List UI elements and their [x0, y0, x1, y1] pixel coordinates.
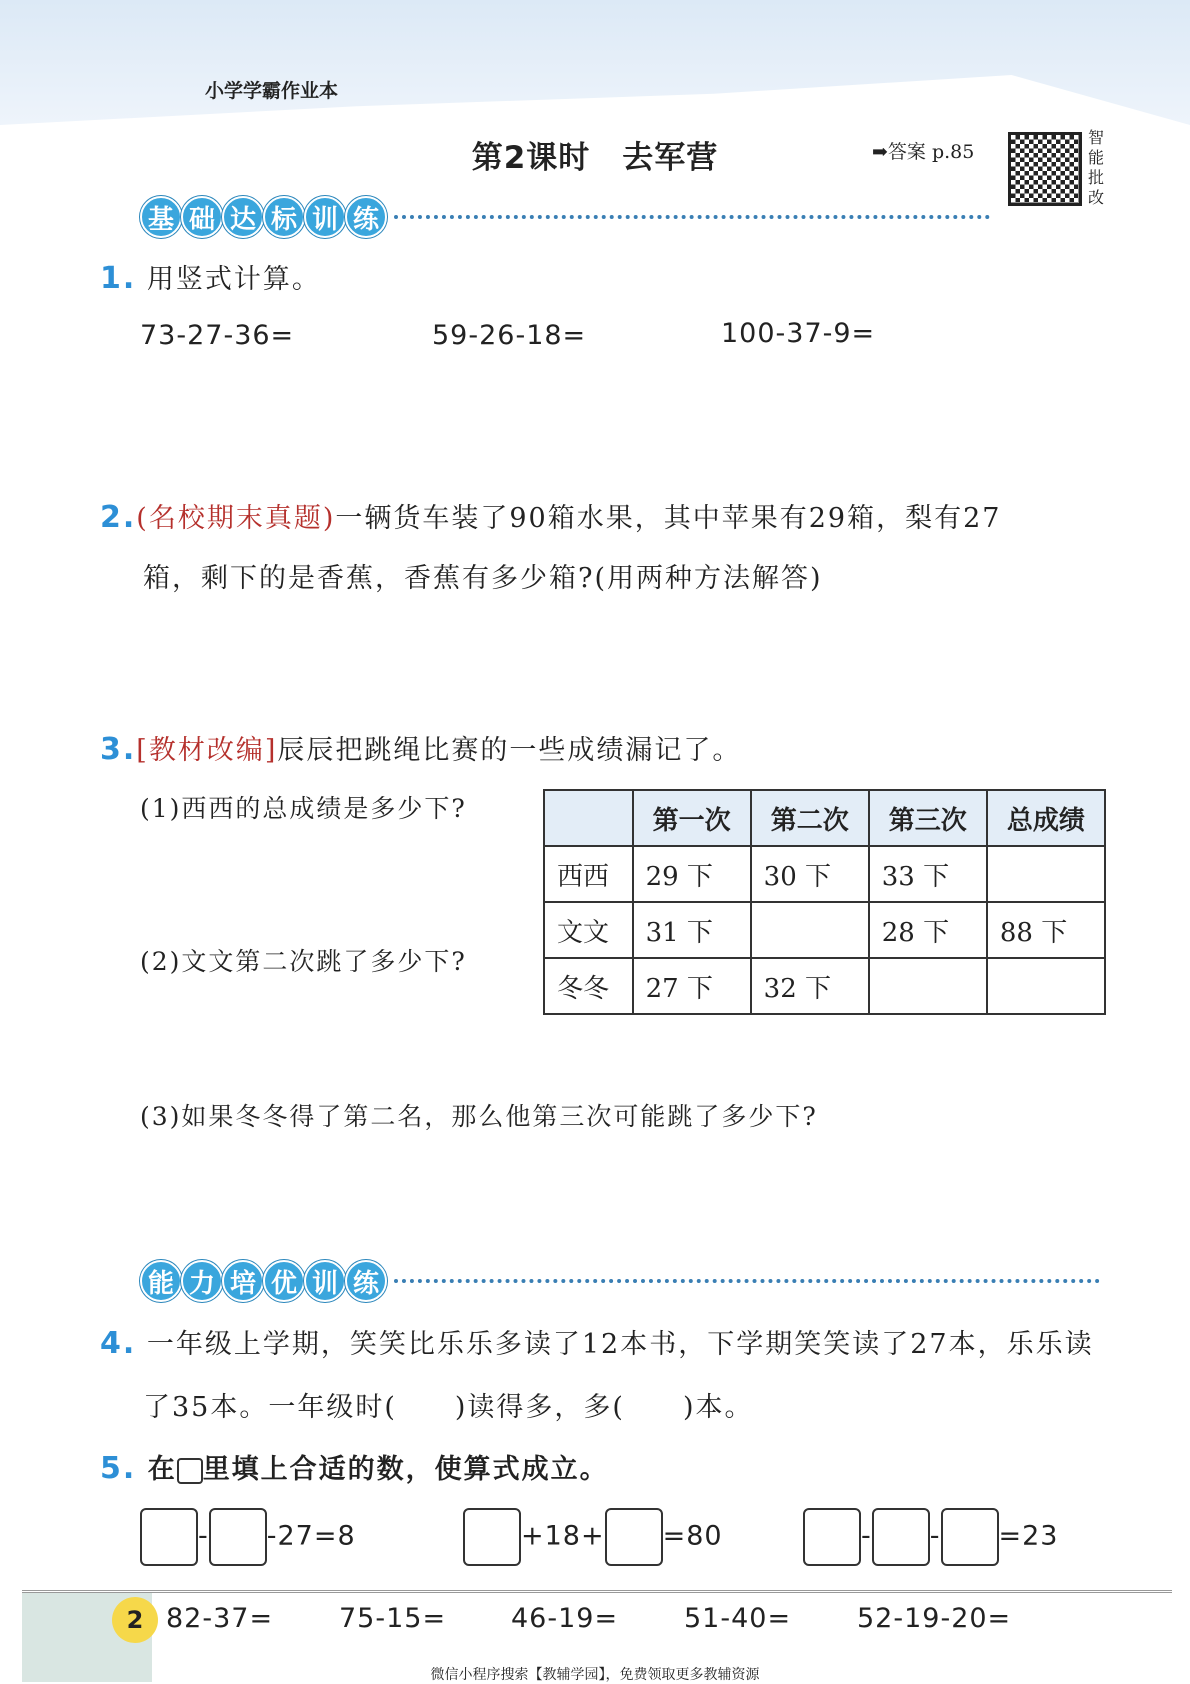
question-text: 一辆货车装了90箱水果，其中苹果有29箱，梨有27 — [335, 503, 1002, 534]
expression: 82-37= — [166, 1603, 274, 1634]
answer-text: 答案 p.85 — [887, 141, 975, 163]
dotted-divider — [394, 1279, 1100, 1283]
header-cell: 总成绩 — [987, 790, 1105, 846]
page-title: 第2课时 去军营 — [471, 140, 719, 176]
book-name: 小学学霸作业本 — [205, 80, 339, 102]
answer-box[interactable] — [941, 1508, 999, 1566]
operator: -27=8 — [266, 1520, 356, 1552]
banner-char: 培 — [222, 1260, 264, 1302]
question-4 — [100, 1322, 1094, 1361]
table-row — [544, 902, 1105, 958]
operator: =80 — [662, 1520, 723, 1552]
cell: 29 下 — [633, 846, 751, 902]
expression: 51-40= — [684, 1603, 792, 1634]
question-text: 了35本。一年级时( )读得多，多( )本。 — [143, 1392, 754, 1423]
question-number: 1. — [100, 261, 137, 296]
header-cell: 第二次 — [751, 790, 869, 846]
operator: - — [198, 1520, 209, 1552]
cell: 31 下 — [633, 902, 751, 958]
qr-code — [1008, 132, 1082, 206]
question-number: 2. — [100, 500, 137, 535]
banner-char: 标 — [263, 196, 305, 238]
table-row — [544, 846, 1105, 902]
fill-equation-2 — [463, 1508, 723, 1566]
question-text: 里填上合适的数，使算式成立。 — [202, 1454, 609, 1485]
cell — [751, 902, 869, 958]
question-number: 5. — [100, 1451, 137, 1486]
fill-equation-3 — [803, 1508, 1058, 1566]
cell: 32 下 — [751, 958, 869, 1014]
question-tag: [教材改编] — [136, 735, 278, 766]
answer-box[interactable] — [209, 1508, 267, 1566]
answer-box[interactable] — [605, 1508, 663, 1566]
answer-box[interactable] — [872, 1508, 930, 1566]
cell: 27 下 — [633, 958, 751, 1014]
question-text: 用竖式计算。 — [146, 264, 321, 295]
header-cell — [544, 790, 633, 846]
watermark: 微信小程序搜索【教辅学园】，免费领取更多教辅资源 — [430, 1667, 760, 1683]
cell: 28 下 — [869, 902, 987, 958]
question-3 — [100, 728, 741, 767]
page-number: 2 — [112, 1597, 158, 1643]
expression: 46-19= — [511, 1603, 619, 1634]
question-1 — [100, 257, 321, 296]
expression: 59-26-18= — [432, 320, 587, 351]
banner-char: 练 — [345, 1260, 387, 1302]
table-row — [544, 958, 1105, 1014]
banner-char: 基 — [140, 196, 182, 238]
cell — [869, 958, 987, 1014]
answer-box[interactable] — [140, 1508, 198, 1566]
question-number: 3. — [100, 732, 137, 767]
banner-char: 础 — [181, 196, 223, 238]
qr-label: 智能批改 — [1088, 128, 1105, 207]
footer-divider — [22, 1590, 1172, 1593]
question-number: 4. — [100, 1326, 137, 1361]
dotted-divider — [394, 215, 990, 219]
section-banner-basic — [140, 196, 990, 238]
cell: 冬冬 — [544, 958, 633, 1014]
table-header-row — [544, 790, 1105, 846]
expression: 75-15= — [339, 1603, 447, 1634]
question-text: 箱，剩下的是香蕉，香蕉有多少箱?(用两种方法解答) — [143, 563, 823, 594]
answer-box[interactable] — [463, 1508, 521, 1566]
operator: - — [929, 1520, 941, 1552]
fill-equation-1 — [140, 1508, 356, 1566]
box-symbol — [177, 1458, 203, 1484]
banner-char: 训 — [304, 1260, 346, 1302]
question-5 — [100, 1447, 609, 1486]
cell: 西西 — [544, 846, 633, 902]
operator: +18+ — [521, 1520, 605, 1552]
question-2 — [100, 496, 1001, 535]
question-tag: (名校期末真题) — [136, 503, 336, 534]
banner-char: 能 — [140, 1260, 182, 1302]
cell: 33 下 — [869, 846, 987, 902]
sub-question: (1)西西的总成绩是多少下? — [140, 794, 467, 823]
header-cell: 第一次 — [633, 790, 751, 846]
header-cell: 第三次 — [869, 790, 987, 846]
banner-char: 优 — [263, 1260, 305, 1302]
cell: 文文 — [544, 902, 633, 958]
banner-char: 训 — [304, 196, 346, 238]
question-text: 一年级上学期，笑笑比乐乐多读了12本书，下学期笑笑读了27本，乐乐读 — [146, 1329, 1094, 1360]
banner-char: 力 — [181, 1260, 223, 1302]
expression: 52-19-20= — [857, 1603, 1012, 1634]
cell: 88 下 — [987, 902, 1105, 958]
expression: 73-27-36= — [140, 320, 295, 351]
expression: 100-37-9= — [721, 318, 876, 349]
sub-question: (3)如果冬冬得了第二名，那么他第三次可能跳了多少下? — [140, 1102, 818, 1131]
answer-box[interactable] — [803, 1508, 861, 1566]
operator: - — [861, 1520, 872, 1552]
cell — [987, 846, 1105, 902]
sub-question: (2)文文第二次跳了多少下? — [140, 947, 467, 976]
banner-char: 达 — [222, 196, 264, 238]
score-table — [543, 789, 1106, 1015]
section-banner-advanced — [140, 1260, 1100, 1302]
banner-char: 练 — [345, 196, 387, 238]
operator: =23 — [998, 1520, 1059, 1552]
question-text: 在 — [147, 1454, 177, 1485]
answer-reference: ➡答案 p.85 — [872, 141, 975, 163]
question-text: 辰辰把跳绳比赛的一些成绩漏记了。 — [277, 735, 742, 766]
cell — [987, 958, 1105, 1014]
cell: 30 下 — [751, 846, 869, 902]
header-background — [0, 0, 1190, 125]
